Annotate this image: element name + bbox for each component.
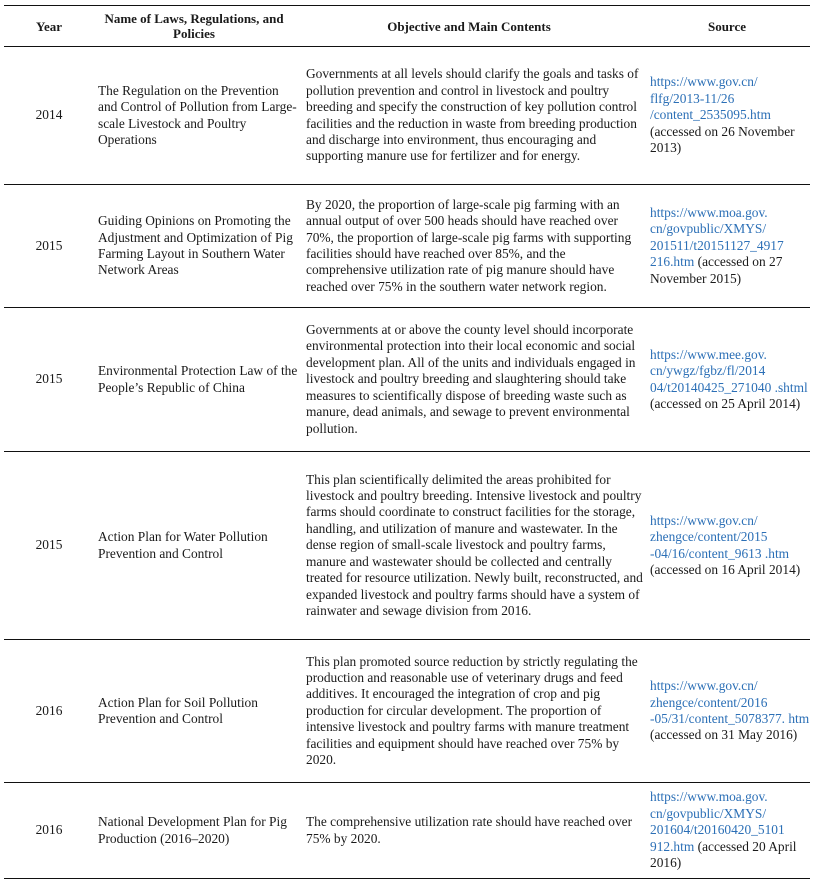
row-name: Guiding Opinions on Promoting the Adjustment and Optimization of Pig Farming Layout in Southern Water Network Areas (98, 213, 293, 278)
source-accessed: (accessed on 31 May 2016) (650, 727, 798, 743)
header-name: Name of Laws, Regulations, and Policies (104, 11, 284, 41)
table-row (4, 452, 810, 640)
source-link[interactable]: https://www.gov.cn/ flfg/2013-11/26 /content_2535095.htm (650, 74, 771, 123)
row-source (644, 789, 810, 871)
source-link[interactable]: https://www.gov.cn/ zhengce/content/2016 -05/31/content_5078377. htm (650, 678, 810, 726)
row-name: National Development Plan for Pig Production (2016–2020) (98, 814, 287, 846)
source-link[interactable]: https://www.mee.gov. cn/ywgz/fgbz/fl/2014 04/t20140425_271040 .shtml (650, 346, 808, 395)
table-row (4, 185, 810, 308)
row-source (644, 205, 810, 287)
source-accessed: (accessed on 25 April 2014) (650, 395, 801, 411)
source-link[interactable]: https://www.gov.cn/ zhengce/content/2015 -04/16/content_9613 .htm (650, 512, 790, 561)
table-row (4, 640, 810, 783)
row-year: 2016 (35, 702, 63, 718)
row-objective: This plan scientifically delimited the areas prohibited for livestock and poultry breeding. Intensive livestock and poultry farms should coordinate to construct facilities for the storage, handling, and utilization of manure and wastewater. In the dense region of small-scale livestock and poultry farms, manure and wastewater should be collected and centrally treated for resource utilization. Newly built, reconstructed, and expanded livestock and poultry farms should have a system of rainwater and sewage division from 2016. (306, 471, 643, 618)
table-row (4, 308, 810, 452)
row-source (644, 678, 810, 744)
table-row (4, 47, 810, 185)
row-objective: This plan promoted source reduction by strictly regulating the production and reasonable use of veterinary drugs and feed additives. It encouraged the integration of crop and pig production for circular development. The proportion of intensive livestock and poultry farms with manure treatment facilities and equipment should have reached over 75% by 2020. (306, 653, 638, 768)
row-objective: Governments at all levels should clarify the goals and tasks of pollution prevention and control in livestock and poultry breeding and specify the construction of key pollution control facilities and the reduction in waste from breeding production and discharge into environment, thus encouraging and supporting manure use for fertilizer and for energy. (306, 66, 639, 164)
row-year: 2016 (35, 822, 63, 838)
row-year: 2015 (35, 371, 63, 387)
row-objective: The comprehensive utilization rate should have reached over 75% by 2020. (306, 814, 633, 846)
header-source: Source (707, 18, 747, 34)
row-year: 2015 (35, 237, 63, 253)
table-header (4, 5, 810, 47)
source-accessed: (accessed 20 April 2016) (650, 838, 797, 871)
source-link[interactable]: https://www.moa.gov. cn/govpublic/XMYS/ 201511/t20151127_4917 216.htm (650, 204, 784, 270)
source-accessed: (accessed on 16 April 2014) (650, 561, 801, 577)
header-objective: Objective and Main Contents (387, 18, 551, 34)
header-year: Year (36, 18, 62, 34)
row-objective: By 2020, the proportion of large-scale pig farming with an annual output of over 500 heads should have reached over 70%, the proportion of large-scale pig farms with supporting facilities should have reached over 85%, and the comprehensive utilization rate of pig manure should have reached over 75% in the southern water network region. (306, 196, 632, 294)
row-name: Action Plan for Water Pollution Prevention and Control (98, 529, 268, 561)
row-source (644, 74, 810, 156)
row-name: Environmental Protection Law of the People’s Republic of China (98, 363, 298, 395)
row-name: The Regulation on the Prevention and Control of Pollution from Large-scale Livestock and Poultry Operations (98, 82, 297, 147)
row-objective: Governments at or above the county level should incorporate environmental protection into their local economic and social development plan. All of the units and individuals engaged in livestock and poultry breeding and slaughtering should take measures to scientifically dispose of breeding waste such as manure, dead animals, and sewage to prevent environmental pollution. (306, 322, 636, 436)
row-source (644, 513, 810, 579)
source-accessed: (accessed on 26 November 2013) (650, 123, 795, 156)
table-row (4, 783, 810, 879)
row-year: 2014 (35, 107, 63, 123)
row-name: Action Plan for Soil Pollution Prevention and Control (98, 694, 258, 726)
row-source (644, 347, 810, 413)
row-year: 2015 (35, 537, 63, 553)
source-accessed: (accessed on 27 November 2015) (650, 254, 783, 286)
policy-table (4, 5, 810, 879)
source-link[interactable]: https://www.moa.gov. cn/govpublic/XMYS/ 201604/t20160420_5101 912.htm (650, 789, 785, 854)
